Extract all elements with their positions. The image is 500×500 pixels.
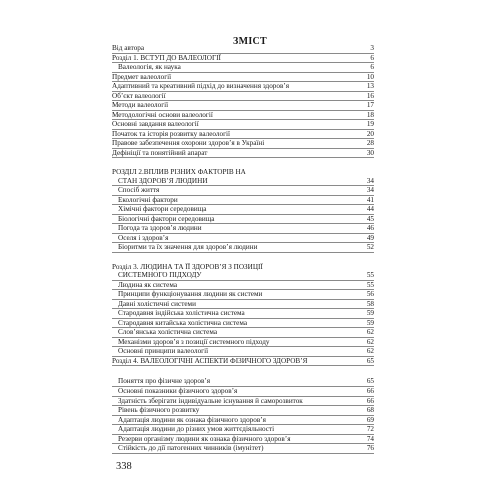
toc-entry-title: Адаптація людини до різних умов життєдіяльності <box>118 425 275 434</box>
toc-entry <box>112 92 374 102</box>
toc-entry-page: 13 <box>366 82 374 91</box>
toc-entry-page: 46 <box>366 224 374 233</box>
toc-entry-title: Стійкість до дії патогенних чинників (імунітет) <box>118 444 264 453</box>
toc-entry-title: Основні принципи валеології <box>118 347 209 356</box>
toc-entry <box>112 338 374 348</box>
toc-entry <box>112 54 374 64</box>
toc-gap <box>112 366 374 377</box>
toc-entry-title: Дефініції та понятійний апарат <box>112 148 208 157</box>
toc-entry <box>112 196 374 206</box>
toc-entry <box>112 186 374 196</box>
toc-entry-title: Оселя і здоров’я <box>118 233 169 242</box>
toc-entry <box>112 177 374 187</box>
toc-entry <box>112 73 374 83</box>
toc-entry-title: Розділ 4. ВАЛЕОЛОГІЧНІ АСПЕКТИ ФІЗИЧНОГО ЗДОРОВ’Я <box>112 356 308 365</box>
toc-entry-title: Поняття про фізичне здоров’я <box>118 377 211 386</box>
toc-entry-page: 62 <box>366 328 374 337</box>
toc-entry-page: 3 <box>370 44 374 52</box>
toc-entry <box>112 234 374 244</box>
toc-entry-title: Екологічні фактори <box>118 195 178 204</box>
toc-entry-page: 74 <box>366 434 374 443</box>
toc-entry-page: 41 <box>366 195 374 204</box>
toc-entry-page: 62 <box>366 337 374 346</box>
toc-entry <box>112 111 374 121</box>
toc-entry-title: Стародавня китайська холістична система <box>118 318 248 327</box>
toc-entry <box>112 169 374 177</box>
toc-entry-title: Основні показники фізичного здоров’я <box>118 386 238 395</box>
toc-entry-page: 20 <box>366 129 374 138</box>
toc-entry-title: СТАН ЗДОРОВ’Я ЛЮДИНИ <box>118 176 208 185</box>
toc-entry-page: 30 <box>366 148 374 157</box>
toc-entry <box>112 215 374 225</box>
toc-entry-page: 56 <box>366 290 374 299</box>
toc-entry-title: Правове забезпечення охорони здоров’я в Україні <box>112 139 265 148</box>
toc-entry-page: 59 <box>366 318 374 327</box>
toc-entry-title: Хімічні фактори середовища <box>118 205 207 214</box>
toc-entry <box>112 309 374 319</box>
toc-entry-page: 76 <box>366 444 374 453</box>
toc-entry <box>112 406 374 416</box>
toc-entry-title: Людина як система <box>118 280 178 289</box>
toc-entry-page: 55 <box>366 271 374 280</box>
toc-entry-page: 69 <box>366 415 374 424</box>
toc-entry-page: 44 <box>366 205 374 214</box>
toc-entry-page: 55 <box>366 280 374 289</box>
toc-entry <box>112 149 374 159</box>
toc-entry-title: Здатність зберігати індивідуальне існування й саморозвиток <box>118 396 303 405</box>
toc-entry <box>112 425 374 435</box>
toc-entry <box>112 416 374 426</box>
toc-entry-page: 66 <box>366 386 374 395</box>
toc-entry-page: 45 <box>366 214 374 223</box>
page-number: 338 <box>116 461 132 472</box>
toc-entry-title: Адаптивний та креативний підхід до визначення здоров’я <box>112 82 290 91</box>
toc-entry-page: 65 <box>366 377 374 386</box>
toc-entry-title: Методи валеології <box>112 101 169 110</box>
toc-entry-title: Початок та історія розвитку валеології <box>112 129 231 138</box>
toc-entry-title: Погода та здоров’я людини <box>118 224 202 233</box>
toc-entry-title: Біологічні фактори середовища <box>118 214 215 223</box>
toc-entry <box>112 101 374 111</box>
toc-entry-page: 52 <box>366 243 374 252</box>
toc-entry <box>112 328 374 338</box>
toc-entry <box>112 63 374 73</box>
toc-entry <box>112 290 374 300</box>
toc-entry-page: 62 <box>366 347 374 356</box>
toc-entry <box>112 300 374 310</box>
toc-entry-page: 66 <box>366 396 374 405</box>
toc-entry-title: Адаптація людини як ознака фізичного здоров’я <box>118 415 266 424</box>
toc-entry-title: Основні завдання валеології <box>112 120 199 129</box>
toc-entry-page: 49 <box>366 233 374 242</box>
toc-entry <box>112 224 374 234</box>
toc-entry-title: Предмет валеології <box>112 72 172 81</box>
toc-entry-title: Валеологія, як наука <box>118 63 181 72</box>
toc-entry-page: 10 <box>366 72 374 81</box>
toc-entry <box>112 435 374 445</box>
toc-entry <box>112 264 374 272</box>
table-of-contents <box>112 44 374 454</box>
toc-entry-title: Розділ 3. ЛЮДИНА ТА ЇЇ ЗДОРОВ’Я З ПОЗИЦІЇ <box>112 262 263 271</box>
toc-entry <box>112 44 374 54</box>
toc-entry <box>112 319 374 329</box>
toc-entry-title: Слов’янська холістична система <box>118 328 218 337</box>
toc-entry-page: 17 <box>366 101 374 110</box>
toc-entry-title: Спосіб життя <box>118 186 160 195</box>
toc-entry <box>112 271 374 281</box>
toc-entry-title: Біоритми та їх значення для здоров’я людини <box>118 243 258 252</box>
toc-entry <box>112 130 374 140</box>
toc-entry-page: 68 <box>366 406 374 415</box>
toc-entry-title: Методологічні основи валеології <box>112 110 213 119</box>
toc-entry <box>112 205 374 215</box>
page-title: ЗМІСТ <box>233 36 267 47</box>
toc-entry-page: 65 <box>366 356 374 365</box>
toc-entry <box>112 397 374 407</box>
toc-entry-title: Принципи функціонування людини як системи <box>118 290 263 299</box>
toc-entry-title: Об’єкт валеології <box>112 91 166 100</box>
toc-entry-page: 58 <box>366 299 374 308</box>
toc-entry-title: Від автора <box>112 44 145 52</box>
toc-entry <box>112 281 374 291</box>
toc-entry-title: Рівень фізичного розвитку <box>118 406 200 415</box>
toc-entry-title: Резерви організму людини як ознака фізичного здоров’я <box>118 434 291 443</box>
toc-entry <box>112 377 374 387</box>
toc-entry <box>112 347 374 357</box>
toc-entry <box>112 82 374 92</box>
toc-entry-title: Розділ 1. ВСТУП ДО ВАЛЕОЛОГІЇ <box>112 53 221 62</box>
toc-entry-title: РОЗДІЛ 2.ВПЛИВ РІЗНИХ ФАКТОРІВ НА <box>112 168 246 177</box>
toc-entry-page: 19 <box>366 120 374 129</box>
toc-entry-page: 18 <box>366 110 374 119</box>
toc-entry-page: 6 <box>370 53 374 62</box>
toc-entry-page: 16 <box>366 91 374 100</box>
toc-entry-title: Давні холістичні системи <box>118 299 196 308</box>
toc-entry-page: 28 <box>366 139 374 148</box>
toc-entry-title: Стародавня індійська холістична система <box>118 309 245 318</box>
toc-entry-page: 6 <box>370 63 374 72</box>
toc-entry-title: СИСТЕМНОГО ПІДХОДУ <box>118 271 202 280</box>
toc-entry <box>112 357 374 367</box>
toc-entry-page: 72 <box>366 425 374 434</box>
toc-entry <box>112 444 374 454</box>
toc-entry-page: 34 <box>366 186 374 195</box>
toc-entry <box>112 243 374 253</box>
toc-entry-page: 34 <box>366 176 374 185</box>
toc-entry <box>112 387 374 397</box>
toc-entry <box>112 120 374 130</box>
toc-entry <box>112 139 374 149</box>
toc-entry-title: Механізми здоров’я з позиції системного підходу <box>118 337 270 346</box>
toc-entry-page: 59 <box>366 309 374 318</box>
